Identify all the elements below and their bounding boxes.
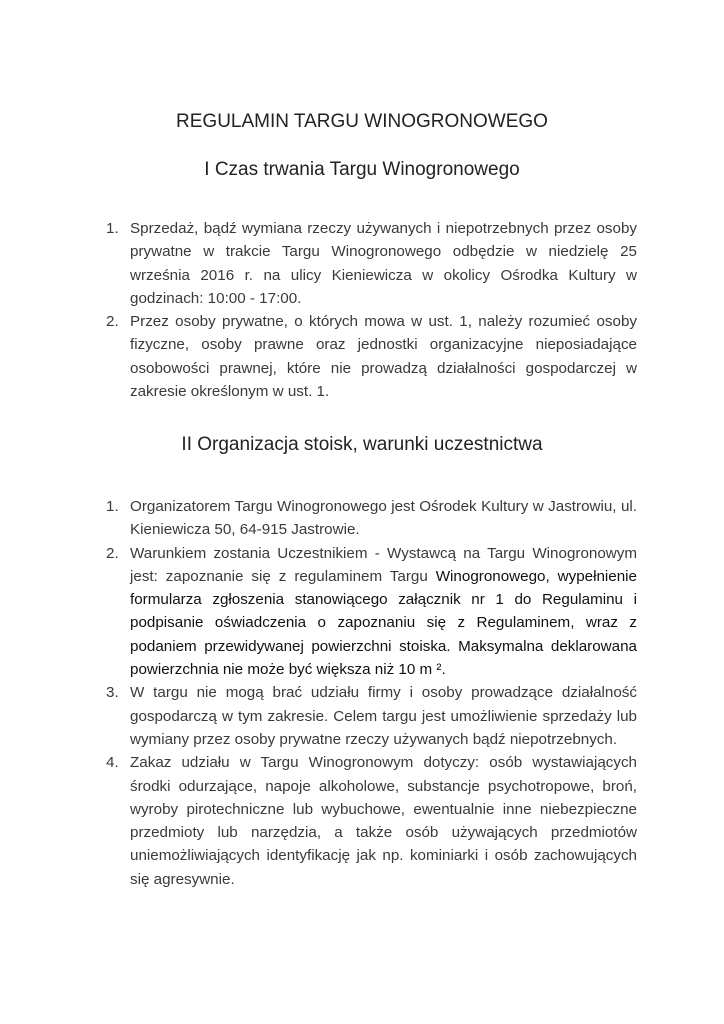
list-item-text: Sprzedaż, bądź wymiana rzeczy używanych i niepotrzebnych przez osoby prywatne w trakcie Targu Winogronowego odbędzie w niedzielę 25 września 2016 r. na ulicy Kieniewicza w okolicy Ośrodka Kultury w godzinach: 10:00 - 17:00. — [130, 220, 637, 307]
list-item-text-part2: Winogronowego, wypełnienie formularza zgłoszenia stanowiącego załącznik nr 1 do Regulaminu i podpisanie oświadczenia o zapoznaniu się z Regulaminem, wraz z podaniem przewidywanej powierzchni stoiska. Maksymalna deklarowana powierzchnia nie może być większa niż 10 m ². — [130, 567, 637, 679]
list-item-text: Zakaz udziału w Targu Winogronowym dotyczy: osób wystawiających środki odurzające, napoje alkoholowe, substancje psychotropowe, broń, wyroby pirotechniczne lub wybuchowe, ewentualnie inne niebezpieczne przedmioty lub narzędzia, a także osób używających przedmiotów uniemożliwiających identyfikację jak np. kominiarki i osób zachowujących się agresywnie. — [130, 754, 637, 888]
list-item-number: 1. — [106, 498, 119, 515]
list-item — [0, 310, 637, 403]
list-item-text: Organizatorem Targu Winogronowego jest Ośrodek Kultury w Jastrowiu, ul. Kieniewicza 50, 64-915 Jastrowie. — [130, 498, 637, 539]
list-item — [0, 751, 637, 891]
list-item-number: 4. — [106, 754, 119, 772]
list-item-number: 2. — [106, 313, 119, 331]
list-item-number: 2. — [106, 544, 119, 562]
list-item-text: W targu nie mogą brać udziału firmy i osoby prowadzące działalność gospodarczą w tym zakresie. Celem targu jest umożliwienie sprzedaży lub wymiany przez osoby prywatne rzeczy używanych bądź niepotrzebnych. — [130, 684, 637, 748]
section-1-list — [0, 217, 724, 403]
list-item-number: 1. — [106, 220, 119, 237]
list-item-number: 3. — [106, 684, 119, 702]
section-heading-2: II Organizacja stoisk, warunki uczestnictwa — [181, 434, 543, 455]
document-title: REGULAMIN TARGU WINOGRONOWEGO — [176, 111, 548, 132]
list-item — [0, 495, 637, 542]
list-item — [0, 542, 637, 682]
list-item — [0, 681, 637, 751]
list-item — [0, 217, 637, 310]
list-item-text-part1: Warunkiem zostania Uczestnikiem - Wystawcą na Targu Winogronowym jest: zapoznanie się z regulaminem Targu — [130, 544, 637, 585]
section-2-list — [0, 495, 724, 891]
list-item-text: Przez osoby prywatne, o których mowa w ust. 1, należy rozumieć osoby fizyczne, osoby prawne oraz jednostki organizacyjne nieposiadające osobowości prawnej, które nie prowadzą działalności gospodarczej w zakresie określonym w ust. 1. — [130, 313, 637, 401]
section-heading-1: I Czas trwania Targu Winogronowego — [204, 159, 520, 180]
